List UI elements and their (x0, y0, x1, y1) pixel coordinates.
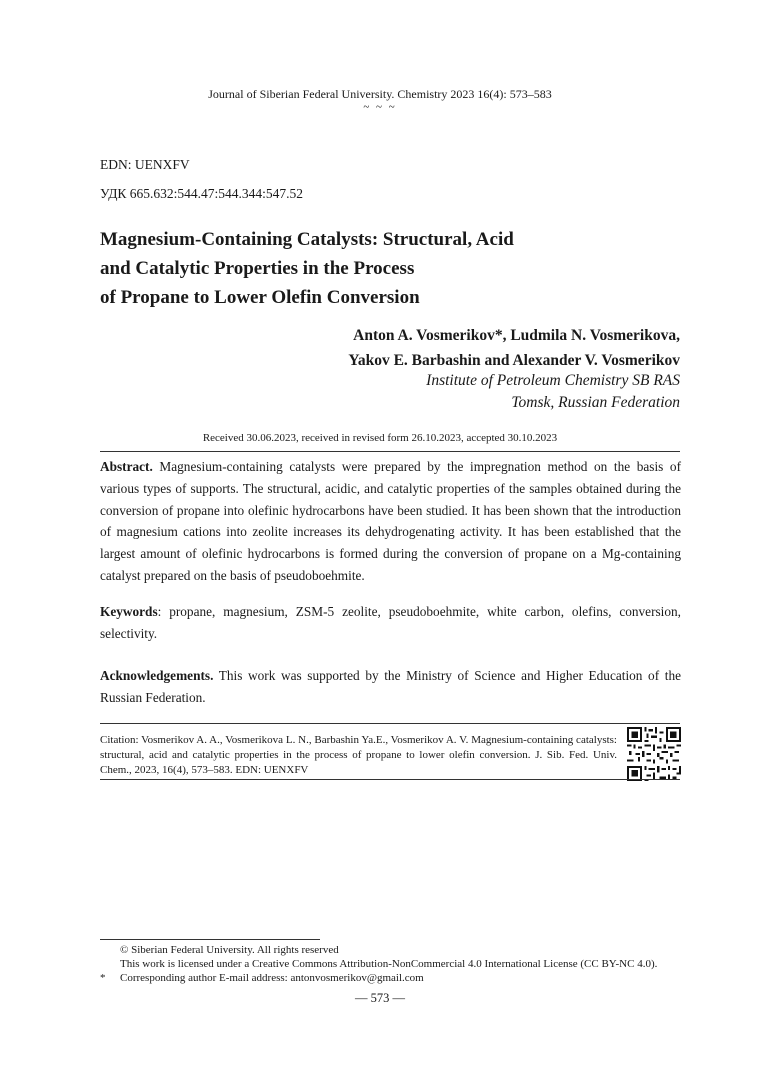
title-line: Magnesium-Containing Catalysts: Structural, Acid (100, 229, 514, 250)
divider (100, 723, 680, 724)
citation: Citation: Vosmerikov A. A., Vosmerikova L. N., Barbashin Ya.E., Vosmerikov A. V. Magnesium-containing catalysts: structural, acid and catalytic properties in the process of propane to lower olefin conversion. J. Sib. Fed. Univ. Chem., 2023, 16(4), 573–583. EDN: UENXFV (100, 734, 617, 776)
header-ornament: ~ ~ ~ (363, 101, 397, 113)
article-title (100, 225, 600, 312)
author-list (348, 323, 680, 373)
journal-header: Journal of Siberian Federal University. Chemistry 2023 16(4): 573–583 (208, 87, 552, 101)
edn-code: EDN: UENXFV (100, 157, 190, 172)
affiliation-line: Institute of Petroleum Chemistry SB RAS (426, 372, 680, 389)
corresponding-text: Corresponding author E-mail address: antonvosmerikov@gmail.com (120, 972, 424, 984)
footnote-copyright (100, 943, 339, 957)
divider (100, 451, 680, 452)
divider (100, 779, 680, 780)
title-line: and Catalytic Properties in the Process (100, 258, 415, 279)
affiliation-line: Tomsk, Russian Federation (511, 394, 680, 411)
abstract (100, 456, 681, 587)
footnote-divider (100, 939, 320, 940)
license-text: This work is licensed under a Creative Commons Attribution-NonCommercial 4.0 International License (CC BY-NC 4.0). (120, 958, 658, 970)
abstract-text: Magnesium-containing catalysts were prepared by the impregnation method on the basis of various types of supports. The structural, acidic, and catalytic properties of the samples obtained during the conversion of propane into olefinic hydrocarbons have been studied. It has been shown that the introduction of magnesium cations into zeolite increases its dehydrogenating activity. It has been established that the largest amount of olefinic hydrocarbons is formed during the conversion of propane on a Mg-containing catalyst prepared on the basis of pseudoboehmite. (100, 459, 681, 583)
keywords-text: : propane, magnesium, ZSM-5 zeolite, pseudoboehmite, white carbon, olefins, conversion, selectivity. (100, 604, 681, 641)
udk-code: УДК 665.632:544.47:544.344:547.52 (100, 186, 304, 201)
copyright-text: © Siberian Federal University. All rights reserved (120, 944, 339, 956)
acknowledgements-label: Acknowledgements. (100, 668, 214, 683)
qr-code-icon (627, 727, 681, 781)
authors-line: Anton A. Vosmerikov*, Ludmila N. Vosmerikova, (353, 327, 680, 344)
page-number: — 573 — (355, 991, 405, 1005)
keywords-label: Keywords (100, 604, 158, 619)
footnote-license (100, 957, 657, 971)
keywords (100, 601, 681, 645)
received-dates: Received 30.06.2023, received in revised form 26.10.2023, accepted 30.10.2023 (202, 432, 558, 444)
footnote-corresponding (100, 971, 424, 985)
title-line: of Propane to Lower Olefin Conversion (100, 287, 420, 308)
authors-line: Yakov E. Barbashin and Alexander V. Vosmerikov (348, 352, 680, 369)
footnote-star: * (100, 972, 106, 984)
affiliation (426, 370, 680, 414)
acknowledgements (100, 665, 681, 709)
acknowledgements-text: This work was supported by the Ministry of Science and Higher Education of the Russian Federation. (100, 668, 681, 705)
abstract-label: Abstract. (100, 459, 153, 474)
